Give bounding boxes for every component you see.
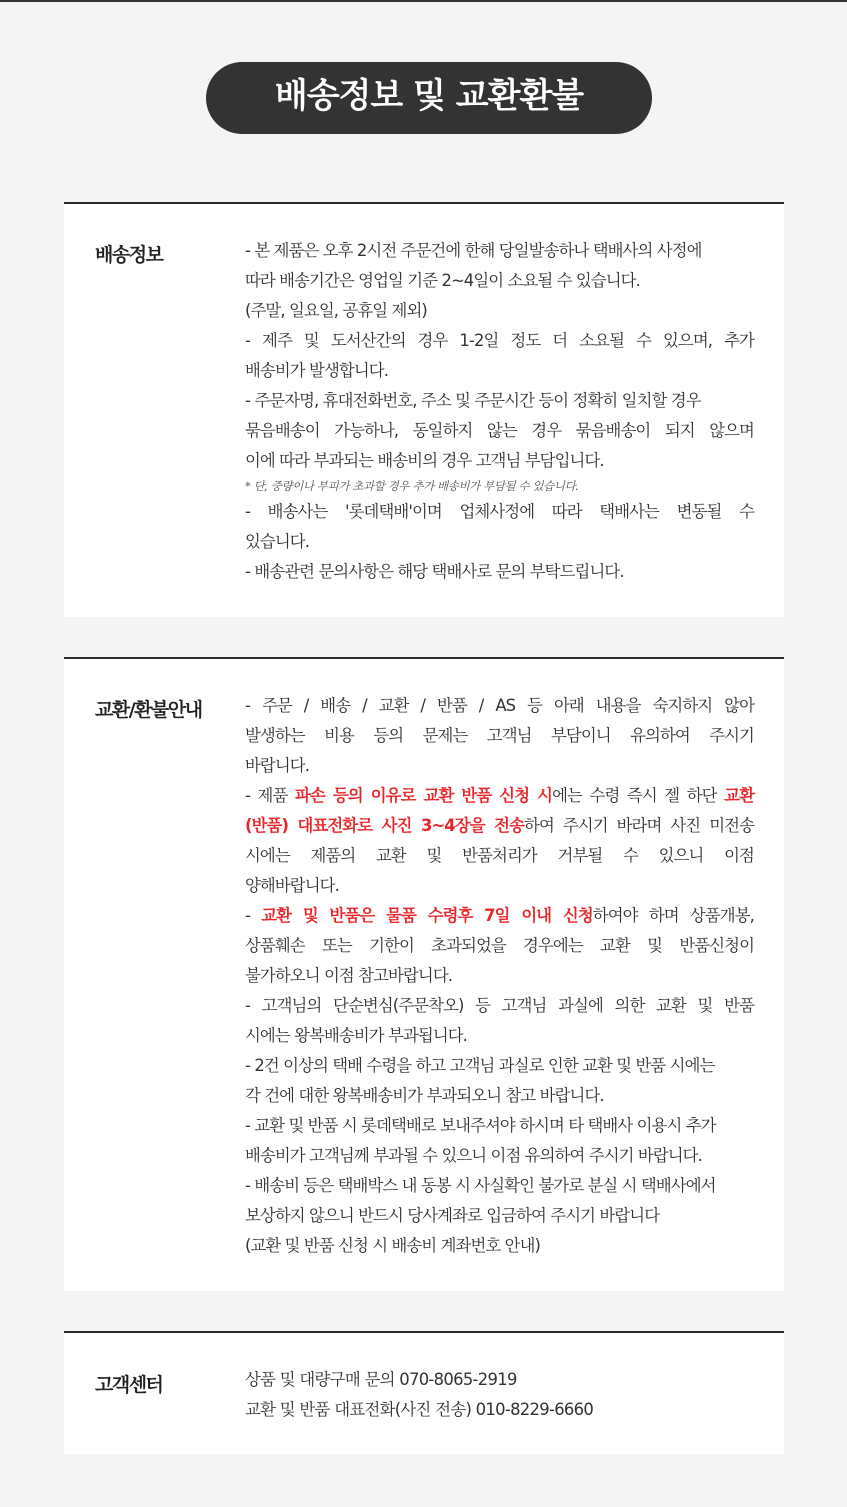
top-divider [0,0,847,2]
exchange-line [245,781,754,811]
shipping-line: 배송비가 발생합니다. [245,361,389,380]
exchange-highlight: 교환 [724,786,755,805]
exchange-phone[interactable]: 교환 및 반품 대표전화(사진 전송) 010-8229-6660 [245,1400,594,1419]
exchange-refund-title: 교환/환불안내 [95,699,202,721]
exchange-line: 상품훼손 또는 기한이 초과되었을 경우에는 교환 및 반품신청이 [245,936,754,955]
exchange-line: 발생하는 비용 등의 문제는 고객님 부담이니 유의하여 주시기 [245,726,754,745]
shipping-line: (주말, 일요일, 공휴일 제외) [245,301,427,320]
exchange-line: - 교환 및 반품 시 롯데택배로 보내주셔야 하시며 타 택배사 이용시 추가 [245,1116,716,1135]
shipping-line: 있습니다. [245,532,310,551]
exchange-line: 각 건에 대한 왕복배송비가 부과되오니 참고 바랍니다. [245,1086,604,1105]
customer-center-title: 고객센터 [95,1374,163,1396]
exchange-line: - 고객님의 단순변심(주문착오) 등 고객님 과실에 의한 교환 및 반품 [245,996,754,1015]
exchange-highlight: 파손 등의 이유로 교환 반품 신청 시 [294,786,553,805]
exchange-line: - 주문 / 배송 / 교환 / 반품 / AS 등 아래 내용을 숙지하지 않아 [245,696,754,715]
customer-center-body [245,1365,754,1425]
exchange-highlight: (반품) 대표전화로 사진 3~4장을 전송 [245,816,525,835]
bulk-inquiry-phone[interactable]: 상품 및 대량구매 문의 070-8065-2919 [245,1370,517,1389]
exchange-text: - [245,906,262,925]
exchange-line: 배송비가 고객님께 부과될 수 있으니 이점 유의하여 주시기 바랍니다. [245,1146,702,1165]
shipping-line: - 제주 및 도서산간의 경우 1-2일 정도 더 소요될 수 있으며, 추가 [245,331,754,350]
page-title-pill [206,62,652,134]
shipping-info-section [64,202,784,617]
exchange-text: 하여야 하며 상품개봉, [592,906,754,925]
shipping-line: - 배송관련 문의사항은 해당 택배사로 문의 부탁드립니다. [245,562,624,581]
shipping-note: * 단, 중량이나 부피가 초과할 경우 추가 배송비가 부담될 수 있습니다. [245,479,579,493]
customer-center-section [64,1331,784,1454]
shipping-info-body [245,236,754,587]
page-title: 배송정보 및 교환환불 [274,75,584,116]
shipping-line: 이에 따라 부과되는 배송비의 경우 고객님 부담입니다. [245,451,604,470]
exchange-line [245,811,754,841]
shipping-line: - 주문자명, 휴대전화번호, 주소 및 주문시간 등이 정확히 일치할 경우 [245,391,701,410]
exchange-line: 시에는 제품의 교환 및 반품처리가 거부될 수 있으니 이점 [245,846,754,865]
shipping-line: - 본 제품은 오후 2시전 주문건에 한해 당일발송하나 택배사의 사정에 [245,241,702,260]
exchange-line: - 배송비 등은 택배박스 내 동봉 시 사실확인 불가로 분실 시 택배사에서 [245,1176,716,1195]
shipping-line: - 배송사는 '롯데택배'이며 업체사정에 따라 택배사는 변동될 수 [245,502,754,521]
exchange-line: 시에는 왕복배송비가 부과됩니다. [245,1026,467,1045]
exchange-highlight: 교환 및 반품은 물품 수령후 7일 이내 신청 [261,906,593,925]
exchange-line: 바랍니다. [245,756,310,775]
exchange-line [245,901,754,931]
shipping-line: 따라 배송기간은 영업일 기준 2~4일이 소요될 수 있습니다. [245,271,640,290]
exchange-line: (교환 및 반품 신청 시 배송비 계좌번호 안내) [245,1236,541,1255]
exchange-line: - 2건 이상의 택배 수령을 하고 고객님 과실로 인한 교환 및 반품 시에는 [245,1056,715,1075]
exchange-text: - 제품 [245,786,295,805]
exchange-refund-body [245,691,754,1261]
shipping-info-title: 배송정보 [95,244,163,266]
exchange-line: 보상하지 않으니 반드시 당사계좌로 입금하여 주시기 바랍니다 [245,1206,660,1225]
exchange-refund-section [64,657,784,1291]
exchange-text: 에는 수령 즉시 젤 하단 [552,786,725,805]
exchange-text: 하여 주시기 바라며 사진 미전송 [524,816,755,835]
exchange-line: 양해바랍니다. [245,876,339,895]
shipping-line: 묶음배송이 가능하나, 동일하지 않는 경우 묶음배송이 되지 않으며 [245,421,754,440]
exchange-line: 불가하오니 이점 참고바랍니다. [245,966,453,985]
